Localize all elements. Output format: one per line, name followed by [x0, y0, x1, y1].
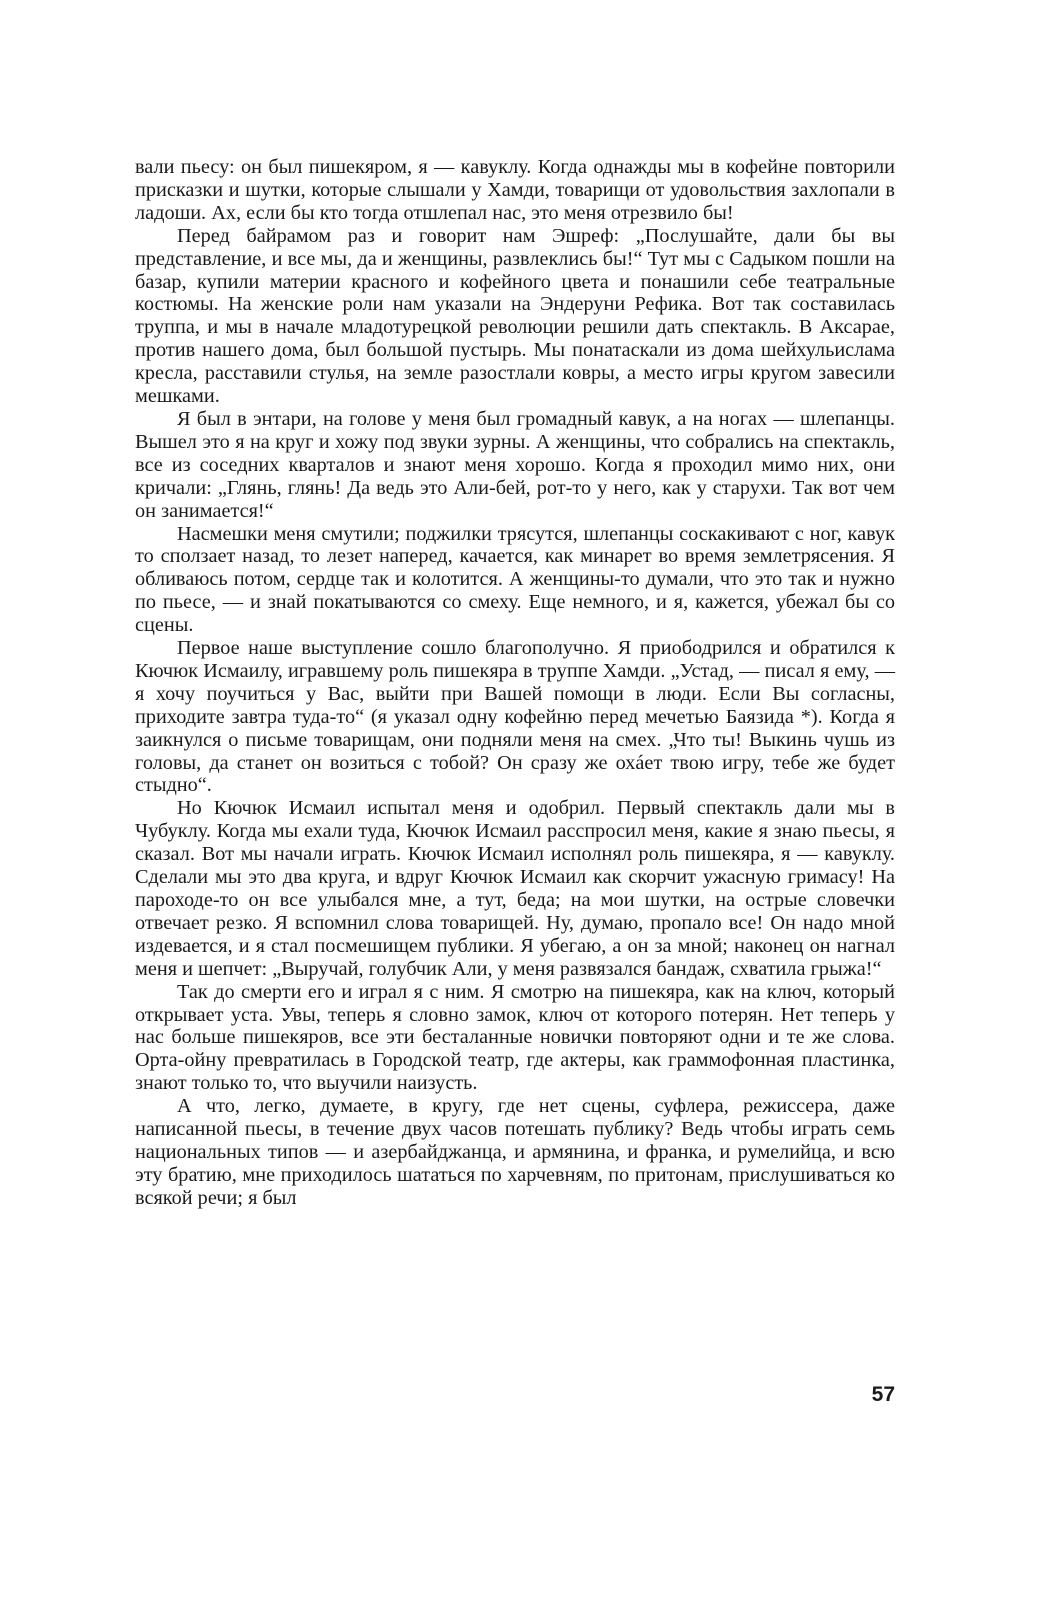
paragraph-1: вали пьесу: он был пишекяром, я — кавуклу. Когда однажды мы в кофейне повторили присказки и шутки, которые слышали у Хамди, товарищи от удовольствия захлопали в ладоши. Ах, если бы кто тогда отшлепал нас, это меня отрезвило бы!	[135, 156, 895, 224]
paragraph-2: Перед байрамом раз и говорит нам Эшреф: „Послушайте, дали бы вы представление, и все мы, да и женщины, развлеклись бы!“ Тут мы с Садыком пошли на базар, купили материи красного и кофейного цвета и понашили себе театральные костюмы. На женские роли нам указали на Эндеруни Рефика. Вот так составилась труппа, и мы в начале младотурецкой революции решили дать спектакль. В Аксарае, против нашего дома, был большой пустырь. Мы понатаскали из дома шейхульислама кресла, расставили стулья, на земле разостлали ковры, а место игры кругом завесили мешками.	[135, 224, 895, 408]
body-text	[135, 156, 895, 1210]
paragraph-5: Первое наше выступление сошло благополучно. Я приободрился и обратился к Кючюк Исмаилу, игравшему роль пишекяра в труппе Хамди. „Устад, — писал я ему, — я хочу поучиться у Вас, выйти при Вашей помощи в люди. Если Вы согласны, приходите завтра туда-то“ (я указал одну кофейню перед мечетью Баязида *). Когда я заикнулся о письме товарищам, они подняли меня на смех. „Что ты! Выкинь чушь из головы, да станет он возиться с тобой? Он сразу же охáет твою игру, тебе же будет стыдно“.	[135, 637, 895, 797]
paragraph-6: Но Кючюк Исмаил испытал меня и одобрил. Первый спектакль дали мы в Чубуклу. Когда мы ехали туда, Кючюк Исмаил расспросил меня, какие я знаю пьесы, я сказал. Вот мы начали играть. Кючюк Исмаил исполнял роль пишекяра, я — кавуклу. Сделали мы это два круга, и вдруг Кючюк Исмаил как скорчит ужасную гримасу! На пароходе-то он все улыбался мне, а тут, беда; на мои шутки, на острые словечки отвечает резко. Я вспомнил слова товарищей. Ну, думаю, пропало все! Он надо мной издевается, и я стал посмешищем публики. Я убегаю, а он за мной; наконец он нагнал меня и шепчет: „Выручай, голубчик Али, у меня развязался бандаж, схватила грыжа!“	[135, 797, 895, 980]
paragraph-3: Я был в энтари, на голове у меня был громадный кавук, а на ногах — шлепанцы. Вышел это я на круг и хожу под звуки зурны. А женщины, что собрались на спектакль, все из соседних кварталов и знают меня хорошо. Когда я проходил мимо них, они кричали: „Глянь, глянь! Да ведь это Али-бей, рот-то у него, как у старухи. Так вот чем он занимается!“	[135, 407, 895, 522]
paragraph-8: А что, легко, думаете, в кругу, где нет сцены, суфлера, режиссера, даже написанной пьесы, в течение двух часов потешать публику? Ведь чтобы играть семь национальных типов — и азербайджанца, и армянина, и франка, и румелийца, и всю эту братию, мне приходилось шататься по харчевням, по притонам, прислушиваться ко всякой речи; я был	[135, 1095, 895, 1209]
paragraph-7: Так до смерти его и играл я с ним. Я смотрю на пишекяра, как на ключ, который открывает уста. Увы, теперь я словно замок, ключ от которого потерян. Нет теперь у нас больше пишекяров, все эти бесталанные новички повторяют одни и те же слова. Орта-ойну превратилась в Городской театр, где актеры, как граммофонная пластинка, знают только то, что выучили наизусть.	[135, 980, 895, 1095]
page-number: 57	[871, 1383, 895, 1406]
paragraph-4: Насмешки меня смутили; поджилки трясутся, шлепанцы соскакивают с ног, кавук то сползает назад, то лезет наперед, качается, как минарет во время землетрясения. Я обливаюсь потом, сердце так и колотится. А женщины-то думали, что это так и нужно по пьесе, — и знай покатываются со смеху. Еще немного, и я, кажется, убежал бы со сцены.	[135, 522, 895, 637]
